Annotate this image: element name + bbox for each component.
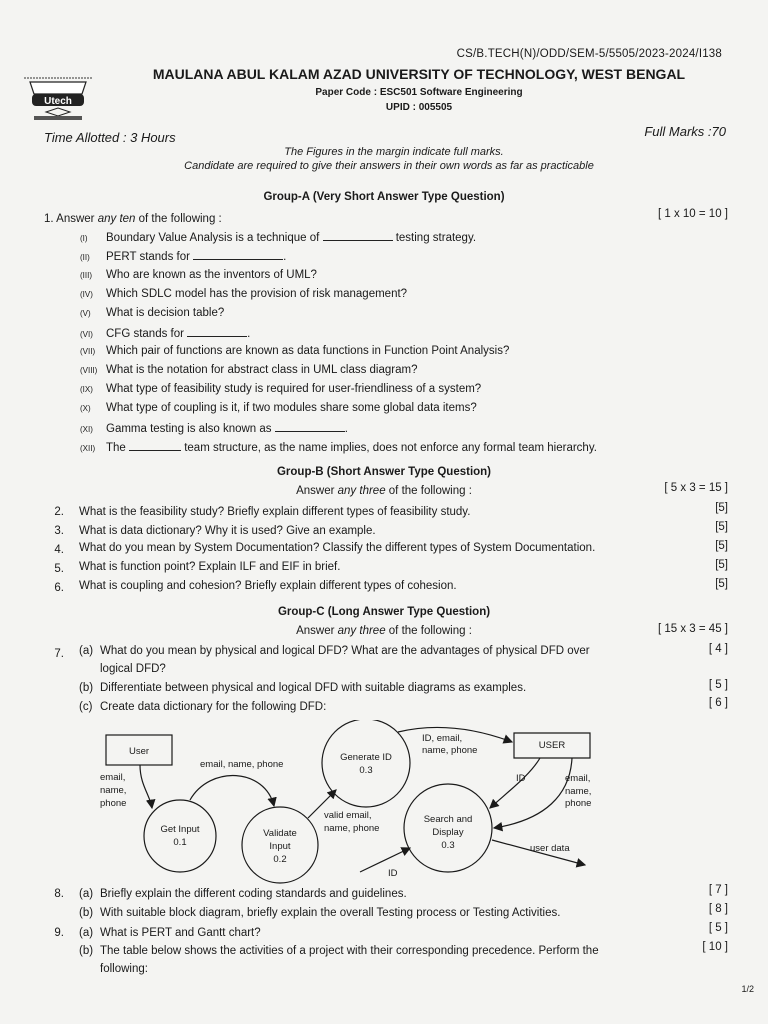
q9b-text-line1: The table below shows the activities of a project with their corresponding precedence. Perform the — [100, 945, 599, 957]
q5-marks: [5] — [715, 559, 728, 571]
paper-reference: CS/B.TECH(N)/ODD/SEM-5/5505/2023-2024/I138 — [456, 48, 722, 60]
q9b-text-line2: following: — [100, 963, 148, 975]
q8-number: 8. — [54, 888, 64, 900]
q6-text: What is coupling and cohesion? Briefly explain different types of cohesion. — [79, 580, 457, 592]
process-validate-label: Validate — [263, 828, 297, 839]
svg-text:name,: name, — [565, 786, 592, 797]
svg-text:ID: ID — [516, 773, 526, 784]
upid: UPID : 005505 — [385, 102, 453, 113]
q9a-text: What is PERT and Gantt chart? — [100, 927, 261, 939]
qa-item-2: (II) PERT stands for . — [80, 251, 287, 263]
group-b-instruction: Answer any three of the following : — [296, 485, 472, 497]
flow-user-to-search-id — [490, 758, 540, 808]
svg-text:Utech: Utech — [44, 96, 72, 107]
full-marks: Full Marks :70 — [644, 124, 726, 139]
svg-text:email,: email, — [100, 772, 126, 783]
svg-text:ID, email,: ID, email, — [422, 733, 463, 744]
q7-number: 7. — [54, 648, 64, 660]
q7a-text-line2: logical DFD? — [100, 663, 166, 675]
qa-item-11: (XI) Gamma testing is also known as . — [80, 423, 348, 435]
q7a-marks: [ 4 ] — [708, 643, 728, 655]
process-get-input-number: 0.1 — [173, 837, 187, 848]
page-number: 1/2 — [741, 984, 754, 994]
process-generate-id-number: 0.3 — [359, 765, 373, 776]
q4-marks: [5] — [715, 540, 728, 552]
entity-user-right-label: USER — [538, 740, 566, 751]
group-a-marks: [ 1 x 10 = 10 ] — [657, 208, 728, 220]
qa-item-4: (IV) Which SDLC model has the provision of risk management? — [80, 288, 408, 300]
q8b-label: (b) — [79, 907, 94, 919]
process-search-label-2: Display — [432, 827, 464, 838]
q7c-label: (c) — [79, 701, 93, 713]
svg-text:ID: ID — [388, 868, 398, 879]
svg-text:name,: name, — [100, 785, 127, 796]
process-generate-id-label: Generate ID — [340, 752, 392, 763]
process-generate-id — [322, 720, 410, 807]
svg-text:email, name, phone: email, name, phone — [200, 759, 284, 770]
svg-text:phone: phone — [100, 798, 127, 809]
q2-number: 2. — [54, 506, 64, 518]
q5-number: 5. — [54, 563, 64, 575]
process-validate-number: 0.2 — [273, 854, 287, 865]
q7b-label: (b) — [79, 682, 94, 694]
q6-number: 6. — [54, 582, 64, 594]
group-c-marks: [ 15 x 3 = 45 ] — [657, 623, 728, 635]
qa-item-10: (X) What type of coupling is it, if two modules share some global data items? — [80, 402, 477, 414]
q9a-marks: [ 5 ] — [708, 922, 728, 934]
qa-item-8: (VIII) What is the notation for abstract class in UML class diagram? — [80, 364, 418, 376]
process-get-input — [144, 800, 216, 872]
q3-text: What is data dictionary? Why it is used? Give an example. — [79, 525, 376, 537]
q7a-label: (a) — [79, 645, 94, 657]
qa-item-3: (III) Who are known as the inventors of UML? — [80, 269, 317, 281]
q8a-text: Briefly explain the different coding standards and guidelines. — [100, 888, 407, 900]
q7a-text-line1: What do you mean by physical and logical DFD? What are the advantages of physical DFD over — [100, 645, 590, 657]
time-allotted: Time Allotted : 3 Hours — [44, 130, 176, 145]
flow-getinput-to-validate — [190, 776, 274, 806]
qa-item-9: (IX) What type of feasibility study is required for user-friendliness of a system? — [80, 383, 482, 395]
svg-text:valid email,: valid email, — [324, 810, 372, 821]
q2-marks: [5] — [715, 502, 728, 514]
group-b-marks: [ 5 x 3 = 15 ] — [664, 482, 728, 494]
svg-text:user data: user data — [530, 843, 570, 854]
q8b-text: With suitable block diagram, briefly explain the overall Testing process or Testing Activities. — [100, 907, 561, 919]
group-c-instruction: Answer any three of the following : — [296, 625, 472, 637]
question-1-instruction: 1. Answer any ten of the following : — [44, 213, 222, 225]
qa-item-5: (V) What is decision table? — [80, 307, 225, 319]
qa-item-7: (VII) Which pair of functions are known as data functions in Function Point Analysis? — [80, 345, 510, 357]
q7c-marks: [ 6 ] — [708, 697, 728, 709]
entity-user-left-label: User — [128, 746, 150, 757]
q3-marks: [5] — [715, 521, 728, 533]
group-a-title: Group-A (Very Short Answer Type Question) — [263, 191, 505, 203]
university-name: MAULANA ABUL KALAM AZAD UNIVERSITY OF TECHNOLOGY, WEST BENGAL — [152, 66, 686, 82]
qa-item-6: (VI) CFG stands for . — [80, 328, 251, 340]
flow-id-to-search — [360, 848, 410, 872]
svg-text:email,: email, — [565, 773, 591, 784]
q8a-marks: [ 7 ] — [708, 884, 728, 896]
q7b-text: Differentiate between physical and logical DFD with suitable diagrams as examples. — [100, 682, 527, 694]
q5-text: What is function point? Explain ILF and EIF in brief. — [79, 561, 341, 573]
q2-text: What is the feasibility study? Briefly explain different types of feasibility study. — [79, 506, 471, 518]
flow-user-to-getinput — [140, 765, 152, 808]
process-search-label: Search and — [423, 814, 473, 825]
paper-code: Paper Code : ESC501 Software Engineering — [315, 87, 523, 98]
svg-text:name, phone: name, phone — [324, 823, 380, 834]
q8a-label: (a) — [79, 888, 94, 900]
q9a-label: (a) — [79, 927, 94, 939]
q7b-marks: [ 5 ] — [708, 679, 728, 691]
group-b-title: Group-B (Short Answer Type Question) — [276, 466, 492, 478]
process-get-input-label: Get Input — [160, 824, 200, 835]
process-validate-label-2: Input — [269, 841, 291, 852]
process-search-number: 0.3 — [441, 840, 455, 851]
note-candidate: Candidate are required to give their answers in their own words as far as practicable — [184, 160, 594, 172]
group-c-title: Group-C (Long Answer Type Question) — [277, 606, 491, 618]
dfd-diagram — [0, 720, 768, 885]
note-figures: The Figures in the margin indicate full marks. — [284, 146, 504, 158]
q7c-text: Create data dictionary for the following DFD: — [100, 701, 327, 713]
svg-text:name, phone: name, phone — [422, 745, 478, 756]
q6-marks: [5] — [715, 578, 728, 590]
q8b-marks: [ 8 ] — [708, 903, 728, 915]
q4-number: 4. — [54, 544, 64, 556]
q9-number: 9. — [54, 927, 64, 939]
q4-text: What do you mean by System Documentation? Classify the different types of System Documentation. — [79, 542, 596, 554]
q9b-marks: [ 10 ] — [702, 941, 728, 953]
qa-item-1: (I) Boundary Value Analysis is a technique of testing strategy. — [80, 232, 477, 244]
qa-item-12: (XII) The team structure, as the name implies, does not enforce any formal team hierarchy. — [80, 442, 597, 454]
svg-text:phone: phone — [565, 798, 592, 809]
q3-number: 3. — [54, 525, 64, 537]
q9b-label: (b) — [79, 945, 94, 957]
